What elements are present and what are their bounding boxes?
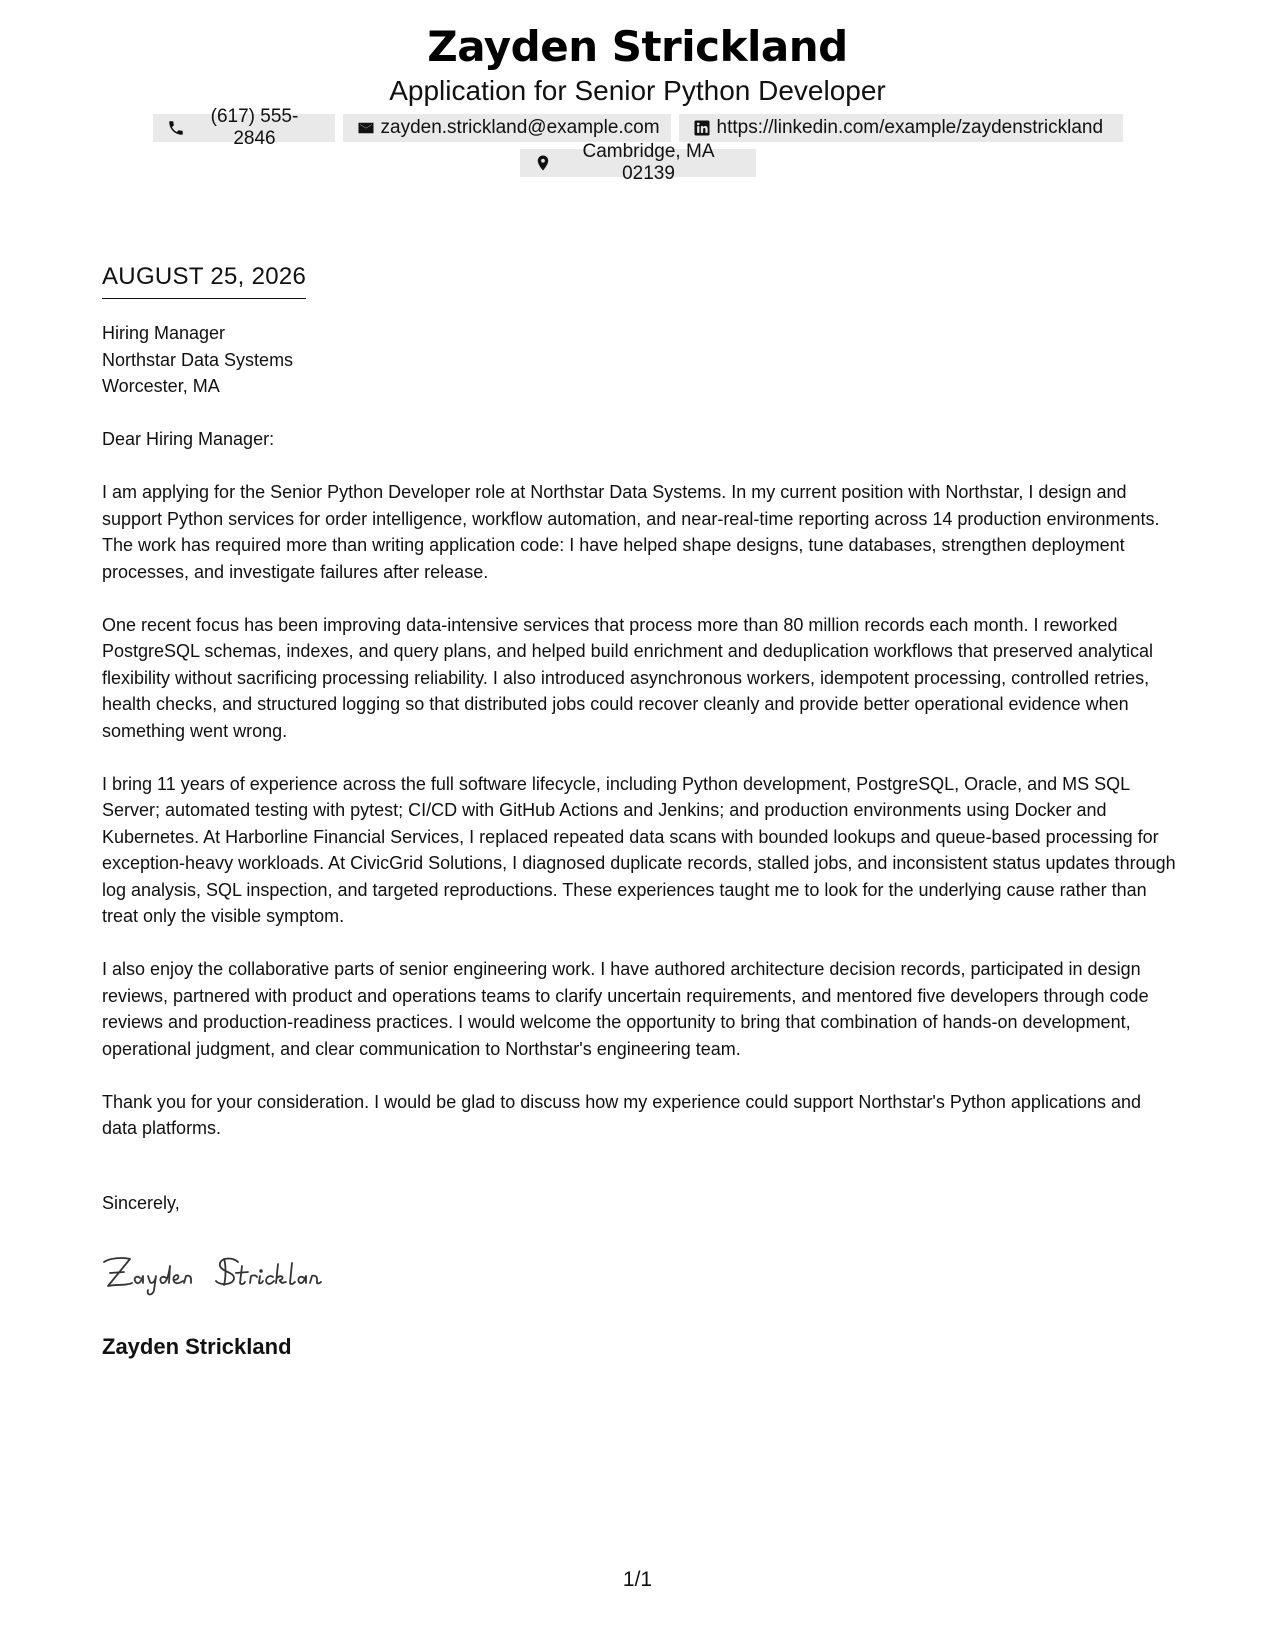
page-indicator: 1/1: [622, 1568, 653, 1591]
letter-date: AUGUST 25, 2026: [102, 262, 306, 299]
paragraph-5: Thank you for your consideration. I would be glad to discuss how my experience could support Northstar's Python applications and data platforms.: [102, 1091, 1142, 1138]
email-chip[interactable]: [343, 114, 671, 142]
contact-row: [0, 106, 1275, 149]
map-pin-icon: [534, 154, 552, 172]
paragraph-2: One recent focus has been improving data-intensive services that process more than 80 million records each month. I reworked PostgreSQL schemas, indexes, and query plans, and helped build enrichment and deduplication workflows that preserved analytical flexibility without sacrificing processing reliability. I also introduced asynchronous workers, idempotent processing, controlled retries, health checks, and structured logging so that distributed jobs could recover cleanly and provide better operational evidence when something went wrong.: [102, 614, 1153, 741]
signed-name: Zayden Strickland: [102, 1334, 292, 1359]
phone-icon: [167, 119, 185, 137]
paragraph-4: I also enjoy the collaborative parts of senior engineering work. I have authored architecture decision records, participated in design reviews, partnered with product and operations teams to clarify uncertain requirements, and mentored five developers through code reviews and production-readiness practices. I would welcome the opportunity to bring that combination of hands-on development, operational judgment, and clear communication to Northstar's engineering team.: [102, 959, 1149, 1059]
location-text: Cambridge, MA 02139: [582, 141, 715, 184]
application-title: Application for Senior Python Developer: [389, 75, 886, 106]
phone-text: (617) 555-2846: [210, 106, 299, 149]
applicant-name: Zayden Strickland: [427, 22, 848, 71]
recipient-company: Northstar Data Systems: [102, 349, 294, 370]
letter-body: [102, 426, 1177, 1168]
handwritten-signature: [100, 1248, 370, 1298]
letter-header: [0, 20, 1275, 184]
linkedin-icon: [693, 119, 711, 137]
email-text[interactable]: zayden.strickland@example.com: [380, 117, 660, 138]
location-chip: [520, 141, 756, 184]
linkedin-text[interactable]: https://linkedin.com/example/zaydenstrickland: [716, 117, 1104, 138]
contact-row-location: [0, 141, 1275, 184]
phone-chip: [153, 106, 335, 149]
paragraph-1: I am applying for the Senior Python Developer role at Northstar Data Systems. In my current position with Northstar, I design and support Python services for order intelligence, workflow automation, and near-real-time reporting across 14 production environments. The work has required more than writing application code: I have helped shape designs, tune databases, strengthen deployment processes, and investigate failures after release.: [102, 482, 1160, 582]
closing: Sincerely,: [102, 1193, 180, 1213]
recipient-title: Hiring Manager: [102, 323, 226, 343]
recipient-location: Worcester, MA: [102, 376, 220, 396]
linkedin-chip[interactable]: [679, 114, 1123, 142]
paragraph-3: I bring 11 years of experience across the full software lifecycle, including Python development, PostgreSQL, Oracle, and MS SQL Server; automated testing with pytest; CI/CD with GitHub Actions and Jenkins; and production environments using Docker and Kubernetes. At Harborline Financial Services, I replaced repeated data scans with bounded lookups and queue-based processing for exception-heavy workloads. At CivicGrid Solutions, I diagnosed duplicate records, stalled jobs, and inconsistent status updates through log analysis, SQL inspection, and targeted reproductions. These experiences taught me to look for the underlying cause rather than treat only the visible symptom.: [102, 773, 1176, 926]
recipient-block: [102, 320, 293, 400]
envelope-icon: [357, 119, 375, 137]
salutation: Dear Hiring Manager:: [102, 429, 275, 449]
